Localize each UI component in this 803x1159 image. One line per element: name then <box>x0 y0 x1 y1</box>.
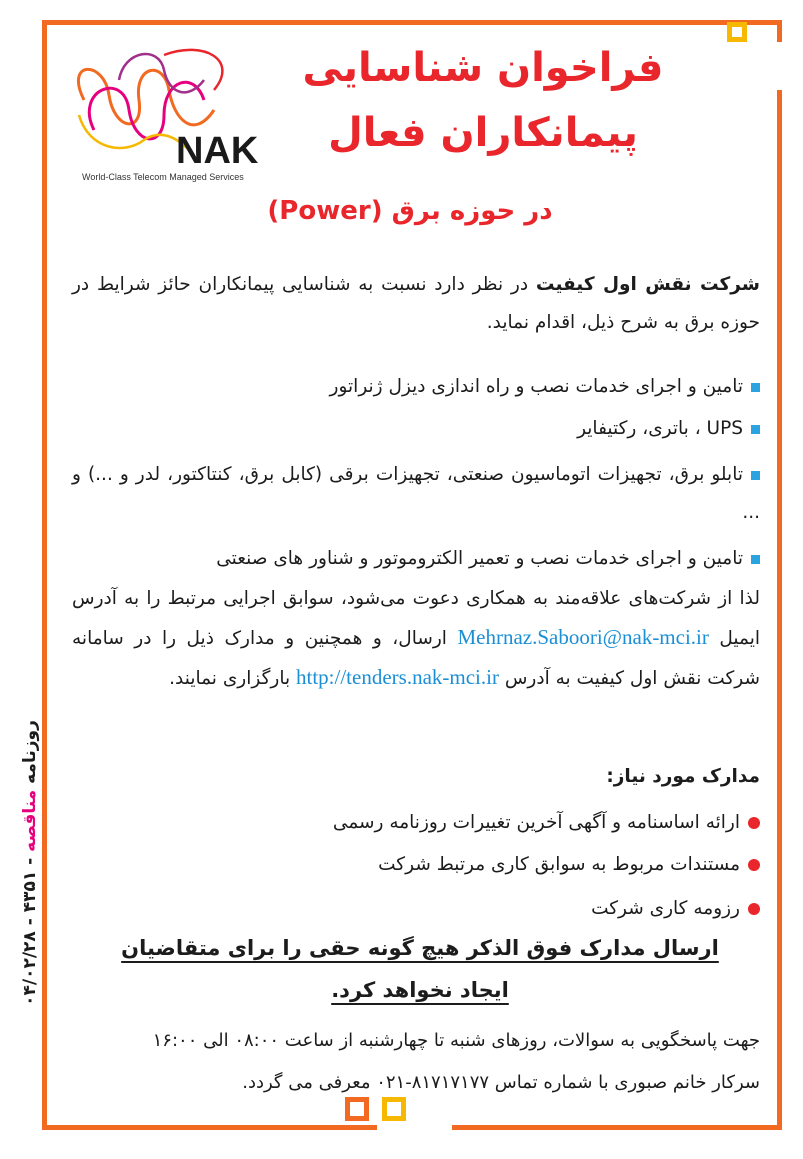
contact-line-2: سرکار خانم صبوری با شماره تماس ۸۱۷۱۷۱۷۷-۰۲۱ معرفی می گردد. <box>242 1072 760 1093</box>
newspaper-caption <box>10 720 50 1006</box>
invitation-paragraph <box>72 580 760 698</box>
intro-paragraph <box>72 266 760 342</box>
frame-bottom-border-right <box>452 1125 782 1130</box>
headline-line-2: پیمانکاران فعال <box>328 110 638 156</box>
square-bullet-icon <box>751 555 760 564</box>
company-name: شرکت نقش اول کیفیت <box>535 274 760 295</box>
invitation-text: لذا از شرکت‌های علاقه‌مند به همکاری دعوت می‌شود، سوابق اجرایی مرتبط را به آدرس ایمیل <box>72 588 760 649</box>
scope-item-text: UPS ، باتری، رکتیفایر <box>577 418 743 439</box>
caption-suffix: - ۴۳۵۱ - ۰۴/۰۲/۲۸ <box>20 851 40 1006</box>
frame-top-border <box>42 20 782 25</box>
frame-bottom-border <box>42 1125 377 1130</box>
notice-text: ایجاد نخواهد کرد. <box>331 978 509 1002</box>
invitation-text: ارسال، و همچنین و مدارک ذیل را در سامانه شرکت نقش اول کیفیت به آدرس <box>72 628 760 689</box>
document-item <box>72 846 760 884</box>
caption-brand: مناقصه <box>20 789 40 852</box>
scope-item <box>72 410 760 448</box>
scope-item-text: تابلو برق، تجهیزات اتوماسیون صنعتی، تجهیزات برقی (کابل برق، کنتاکتور، لدر و ...) و ... <box>72 464 760 523</box>
square-bullet-icon <box>751 425 760 434</box>
logo-brand-text: NAK <box>176 130 259 172</box>
documents-heading: مدارک مورد نیاز: <box>606 766 760 787</box>
decorative-square-icon <box>727 22 747 42</box>
contact-line-1: جهت پاسخگویی به سوالات، روزهای شنبه تا چهارشنبه از ساعت ۰۸:۰۰ الی ۱۶:۰۰ <box>152 1030 760 1051</box>
scope-item-text: تامین و اجرای خدمات نصب و تعمیر الکتروموتور و شناور های صنعتی <box>216 548 743 569</box>
caption-prefix: روزنامه <box>20 720 40 790</box>
document-item-text: مستندات مربوط به سوابق کاری مرتبط شرکت <box>378 854 740 875</box>
headline-subtitle: در حوزه برق (Power) <box>267 196 553 226</box>
contact-email-link[interactable]: Mehrnaz.Saboori@nak-mci.ir <box>457 625 709 649</box>
document-item-text: رزومه کاری شرکت <box>591 898 740 919</box>
frame-right-border <box>777 20 782 42</box>
notice-text: ارسال مدارک فوق الذکر هیچ گونه حقی را برای متقاضیان <box>121 936 719 960</box>
nak-logo <box>64 40 259 185</box>
tender-portal-link[interactable]: http://tenders.nak-mci.ir <box>296 665 499 689</box>
document-item <box>72 804 760 842</box>
intro-text: در نظر دارد نسبت به شناسایی پیمانکاران حائز شرایط در حوزه برق به شرح ذیل، اقدام نماید. <box>72 274 760 333</box>
square-bullet-icon <box>751 471 760 480</box>
round-bullet-icon <box>748 903 760 915</box>
logo-tagline: World-Class Telecom Managed Services <box>82 172 244 182</box>
document-item-text: ارائه اساسنامه و آگهی آخرین تغییرات روزنامه رسمی <box>332 812 740 833</box>
headline-line-1: فراخوان شناسایی <box>302 45 664 91</box>
frame-right-border-lower <box>777 90 782 1130</box>
scope-item <box>72 368 760 406</box>
scope-item <box>72 456 760 532</box>
document-item <box>72 890 760 928</box>
round-bullet-icon <box>748 859 760 871</box>
round-bullet-icon <box>748 817 760 829</box>
scope-item <box>72 540 760 578</box>
scope-item-text: تامین و اجرای خدمات نصب و راه اندازی دیزل ژنراتور <box>329 376 743 397</box>
newspaper-caption-text <box>20 720 40 1006</box>
square-bullet-icon <box>751 383 760 392</box>
notice-line-2 <box>100 978 740 1002</box>
notice-line-1 <box>100 936 740 960</box>
invitation-text: بارگزاری نمایند. <box>169 668 296 689</box>
